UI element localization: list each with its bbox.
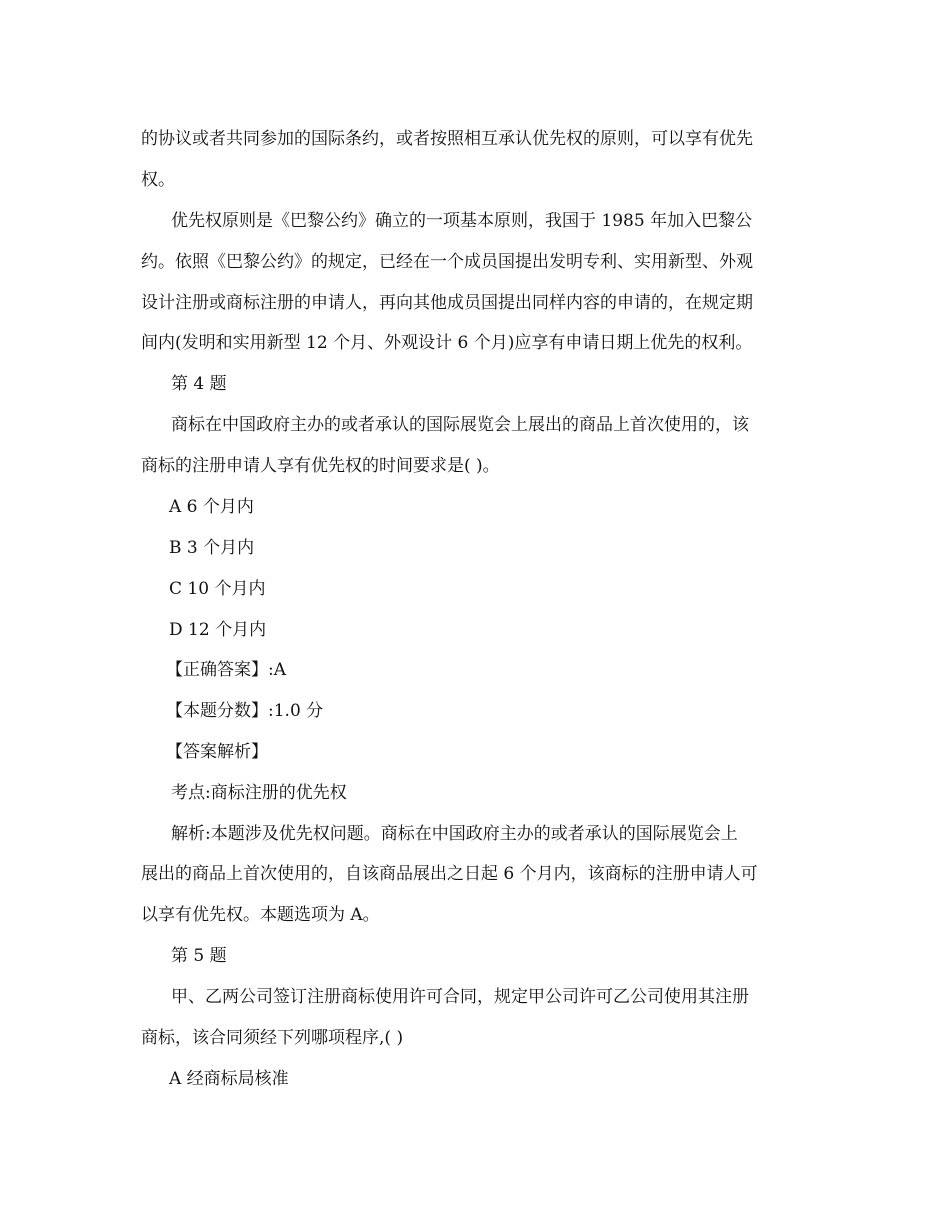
text-line: 间内(发明和实用新型 12 个月、外观设计 6 个月)应享有申请日期上优先的权利。	[141, 333, 753, 353]
analysis-line: 解析:本题涉及优先权问题。商标在中国政府主办的或者承认的国际展览会上	[171, 824, 738, 844]
option-d: D 12 个月内	[169, 620, 267, 640]
question-heading: 第 5 题	[171, 946, 227, 966]
analysis-heading: 【答案解析】	[166, 742, 268, 762]
analysis-line: 展出的商品上首次使用的，自该商品展出之日起 6 个月内，该商标的注册申请人可	[141, 864, 758, 884]
question-score: 【本题分数】:1.0 分	[166, 701, 324, 721]
question-heading: 第 4 题	[171, 374, 227, 394]
key-point: 考点:商标注册的优先权	[171, 783, 347, 803]
question-stem-line: 商标，该合同须经下列哪项程序,( )	[141, 1028, 404, 1048]
question-stem-line: 商标在中国政府主办的或者承认的国际展览会上展出的商品上首次使用的，该	[171, 415, 749, 435]
text-line: 约。依照《巴黎公约》的规定，已经在一个成员国提出发明专利、实用新型、外观	[141, 252, 753, 272]
option-a: A 6 个月内	[169, 497, 254, 517]
option-b: B 3 个月内	[169, 538, 255, 558]
analysis-line: 以享有优先权。本题选项为 A。	[141, 905, 380, 925]
text-line: 优先权原则是《巴黎公约》确立的一项基本原则，我国于 1985 年加入巴黎公	[171, 211, 753, 231]
correct-answer: 【正确答案】:A	[166, 660, 287, 680]
text-line: 权。	[141, 170, 175, 190]
question-stem-line: 甲、乙两公司签订注册商标使用许可合同，规定甲公司许可乙公司使用其注册	[171, 987, 749, 1007]
text-line: 设计注册或商标注册的申请人，再向其他成员国提出同样内容的申请的，在规定期	[141, 293, 753, 313]
option-a: A 经商标局核准	[169, 1069, 289, 1089]
option-c: C 10 个月内	[169, 579, 266, 599]
question-stem-line: 商标的注册申请人享有优先权的时间要求是( )。	[141, 456, 500, 476]
text-line: 的协议或者共同参加的国际条约，或者按照相互承认优先权的原则，可以享有优先	[141, 129, 753, 149]
